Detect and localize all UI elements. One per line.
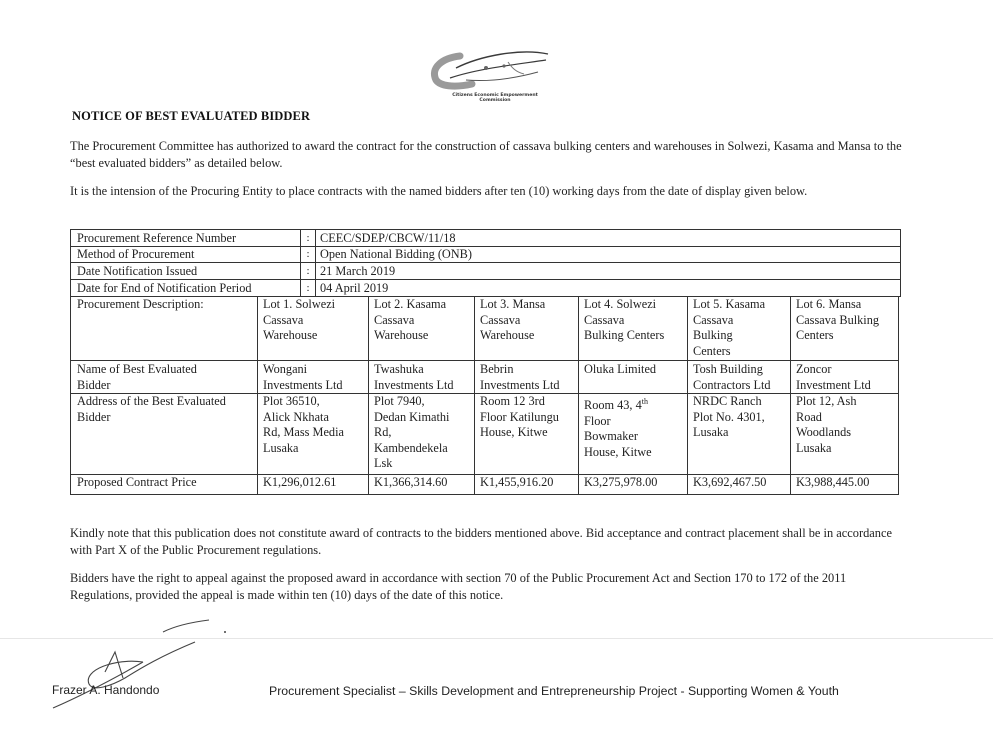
- logo-caption-line1: Citizens Economic Empowerment: [452, 93, 538, 98]
- lot2-description: Lot 2. Kasama Cassava Warehouse: [374, 297, 447, 343]
- info-value: CEEC/SDEP/CBCW/11/18: [320, 231, 456, 245]
- lot4-address: [584, 394, 652, 460]
- lot3-price: K1,455,916.20: [480, 475, 554, 489]
- info-row-reference: [71, 230, 900, 247]
- appeal-paragraph: Bidders have the right to appeal against the proposed award in accordance with section 70 of the Public Procurement Act and Section 170 to 172 of the 2011 Regulations, provided the appeal is made within ten (10) days of the date of this notice.: [70, 571, 847, 602]
- info-label: Date Notification Issued: [77, 264, 198, 278]
- lot3-description: Lot 3. Mansa Cassava Warehouse: [480, 297, 546, 343]
- intro-paragraph: The Procurement Committee has authorized to award the contract for the construction of cassava bulking centers and warehouses in Solwezi, Kasama and Mansa to the “best evaluated bidders” as detailed below.: [70, 139, 902, 170]
- info-value: 04 April 2019: [320, 281, 389, 295]
- procurement-info-table: [70, 229, 901, 297]
- lots-table: [70, 296, 899, 495]
- lot5-bidder: Tosh Building Contractors Ltd: [693, 362, 771, 392]
- disclaimer-paragraph: Kindly note that this publication does not constitute award of contracts to the bidders mentioned above. Bid acceptance and contract placement shall be in accordance with Part X of the Public Procurement regulations.: [70, 526, 892, 557]
- info-colon: :: [300, 263, 316, 279]
- row-label-address: Address of the Best Evaluated Bidder: [77, 394, 226, 424]
- lot4-bidder: Oluka Limited: [584, 362, 657, 376]
- lot5-price: K3,692,467.50: [693, 475, 767, 489]
- info-colon: :: [300, 280, 316, 296]
- lot2-address: Plot 7940, Dedan Kimathi Rd, Kambendekela Lsk: [374, 394, 450, 471]
- lot3-bidder: Bebrin Investments Ltd: [480, 362, 560, 392]
- row-label-description: Procurement Description:: [77, 297, 204, 311]
- signatory-role: Procurement Specialist – Skills Development and Entrepreneurship Project - Supporting Women & Youth: [269, 684, 839, 698]
- info-label: Method of Procurement: [77, 247, 195, 261]
- intention-paragraph: It is the intension of the Procuring Entity to place contracts with the named bidders after ten (10) working days from the date of display given below.: [70, 184, 808, 198]
- lot4-price: K3,275,978.00: [584, 475, 658, 489]
- info-value: 21 March 2019: [320, 264, 396, 278]
- row-label-bidder: Name of Best Evaluated Bidder: [77, 362, 197, 392]
- lot5-address: NRDC Ranch Plot No. 4301, Lusaka: [693, 394, 765, 440]
- lot6-price: K3,988,445.00: [796, 475, 870, 489]
- info-row-end-date: [71, 280, 900, 296]
- logo-caption: [420, 93, 570, 103]
- info-row-method: [71, 246, 900, 263]
- info-value: Open National Bidding (ONB): [320, 247, 472, 261]
- lot4-description: Lot 4. Solwezi Cassava Bulking Centers: [584, 297, 665, 343]
- logo-caption-line2: Commission: [479, 98, 511, 103]
- info-label: Date for End of Notification Period: [77, 281, 252, 295]
- lot2-price: K1,366,314.60: [374, 475, 448, 489]
- lot4-address-line1: Room 43, 4: [584, 398, 642, 413]
- lot1-description: Lot 1. Solwezi Cassava Warehouse: [263, 297, 336, 343]
- lot6-address: Plot 12, Ash Road Woodlands Lusaka: [796, 394, 857, 455]
- lot2-bidder: Twashuka Investments Ltd: [374, 362, 454, 392]
- lot5-description: Lot 5. Kasama Cassava Bulking Centers: [693, 297, 766, 358]
- row-label-price: Proposed Contract Price: [77, 475, 197, 489]
- notice-title: NOTICE OF BEST EVALUATED BIDDER: [72, 109, 311, 123]
- lot6-description: Lot 6. Mansa Cassava Bulking Centers: [796, 297, 879, 343]
- lot1-bidder: Wongani Investments Ltd: [263, 362, 343, 392]
- signature-icon: [45, 612, 235, 717]
- info-colon: :: [300, 246, 316, 262]
- info-label: Procurement Reference Number: [77, 231, 237, 245]
- lot1-address: Plot 36510, Alick Nkhata Rd, Mass Media Lusaka: [263, 394, 344, 455]
- lot4-address-rest: Floor Bowmaker House, Kitwe: [584, 413, 652, 459]
- info-row-date-issued: [71, 263, 900, 280]
- lot1-price: K1,296,012.61: [263, 475, 337, 489]
- lot4-address-sup: th: [641, 397, 648, 406]
- lot3-address: Room 12 3rd Floor Katilungu House, Kitwe: [480, 394, 559, 440]
- signatory-name: Frazer A. Handondo: [52, 683, 160, 697]
- lot6-bidder: Zoncor Investment Ltd: [796, 362, 871, 392]
- info-colon: :: [300, 230, 316, 246]
